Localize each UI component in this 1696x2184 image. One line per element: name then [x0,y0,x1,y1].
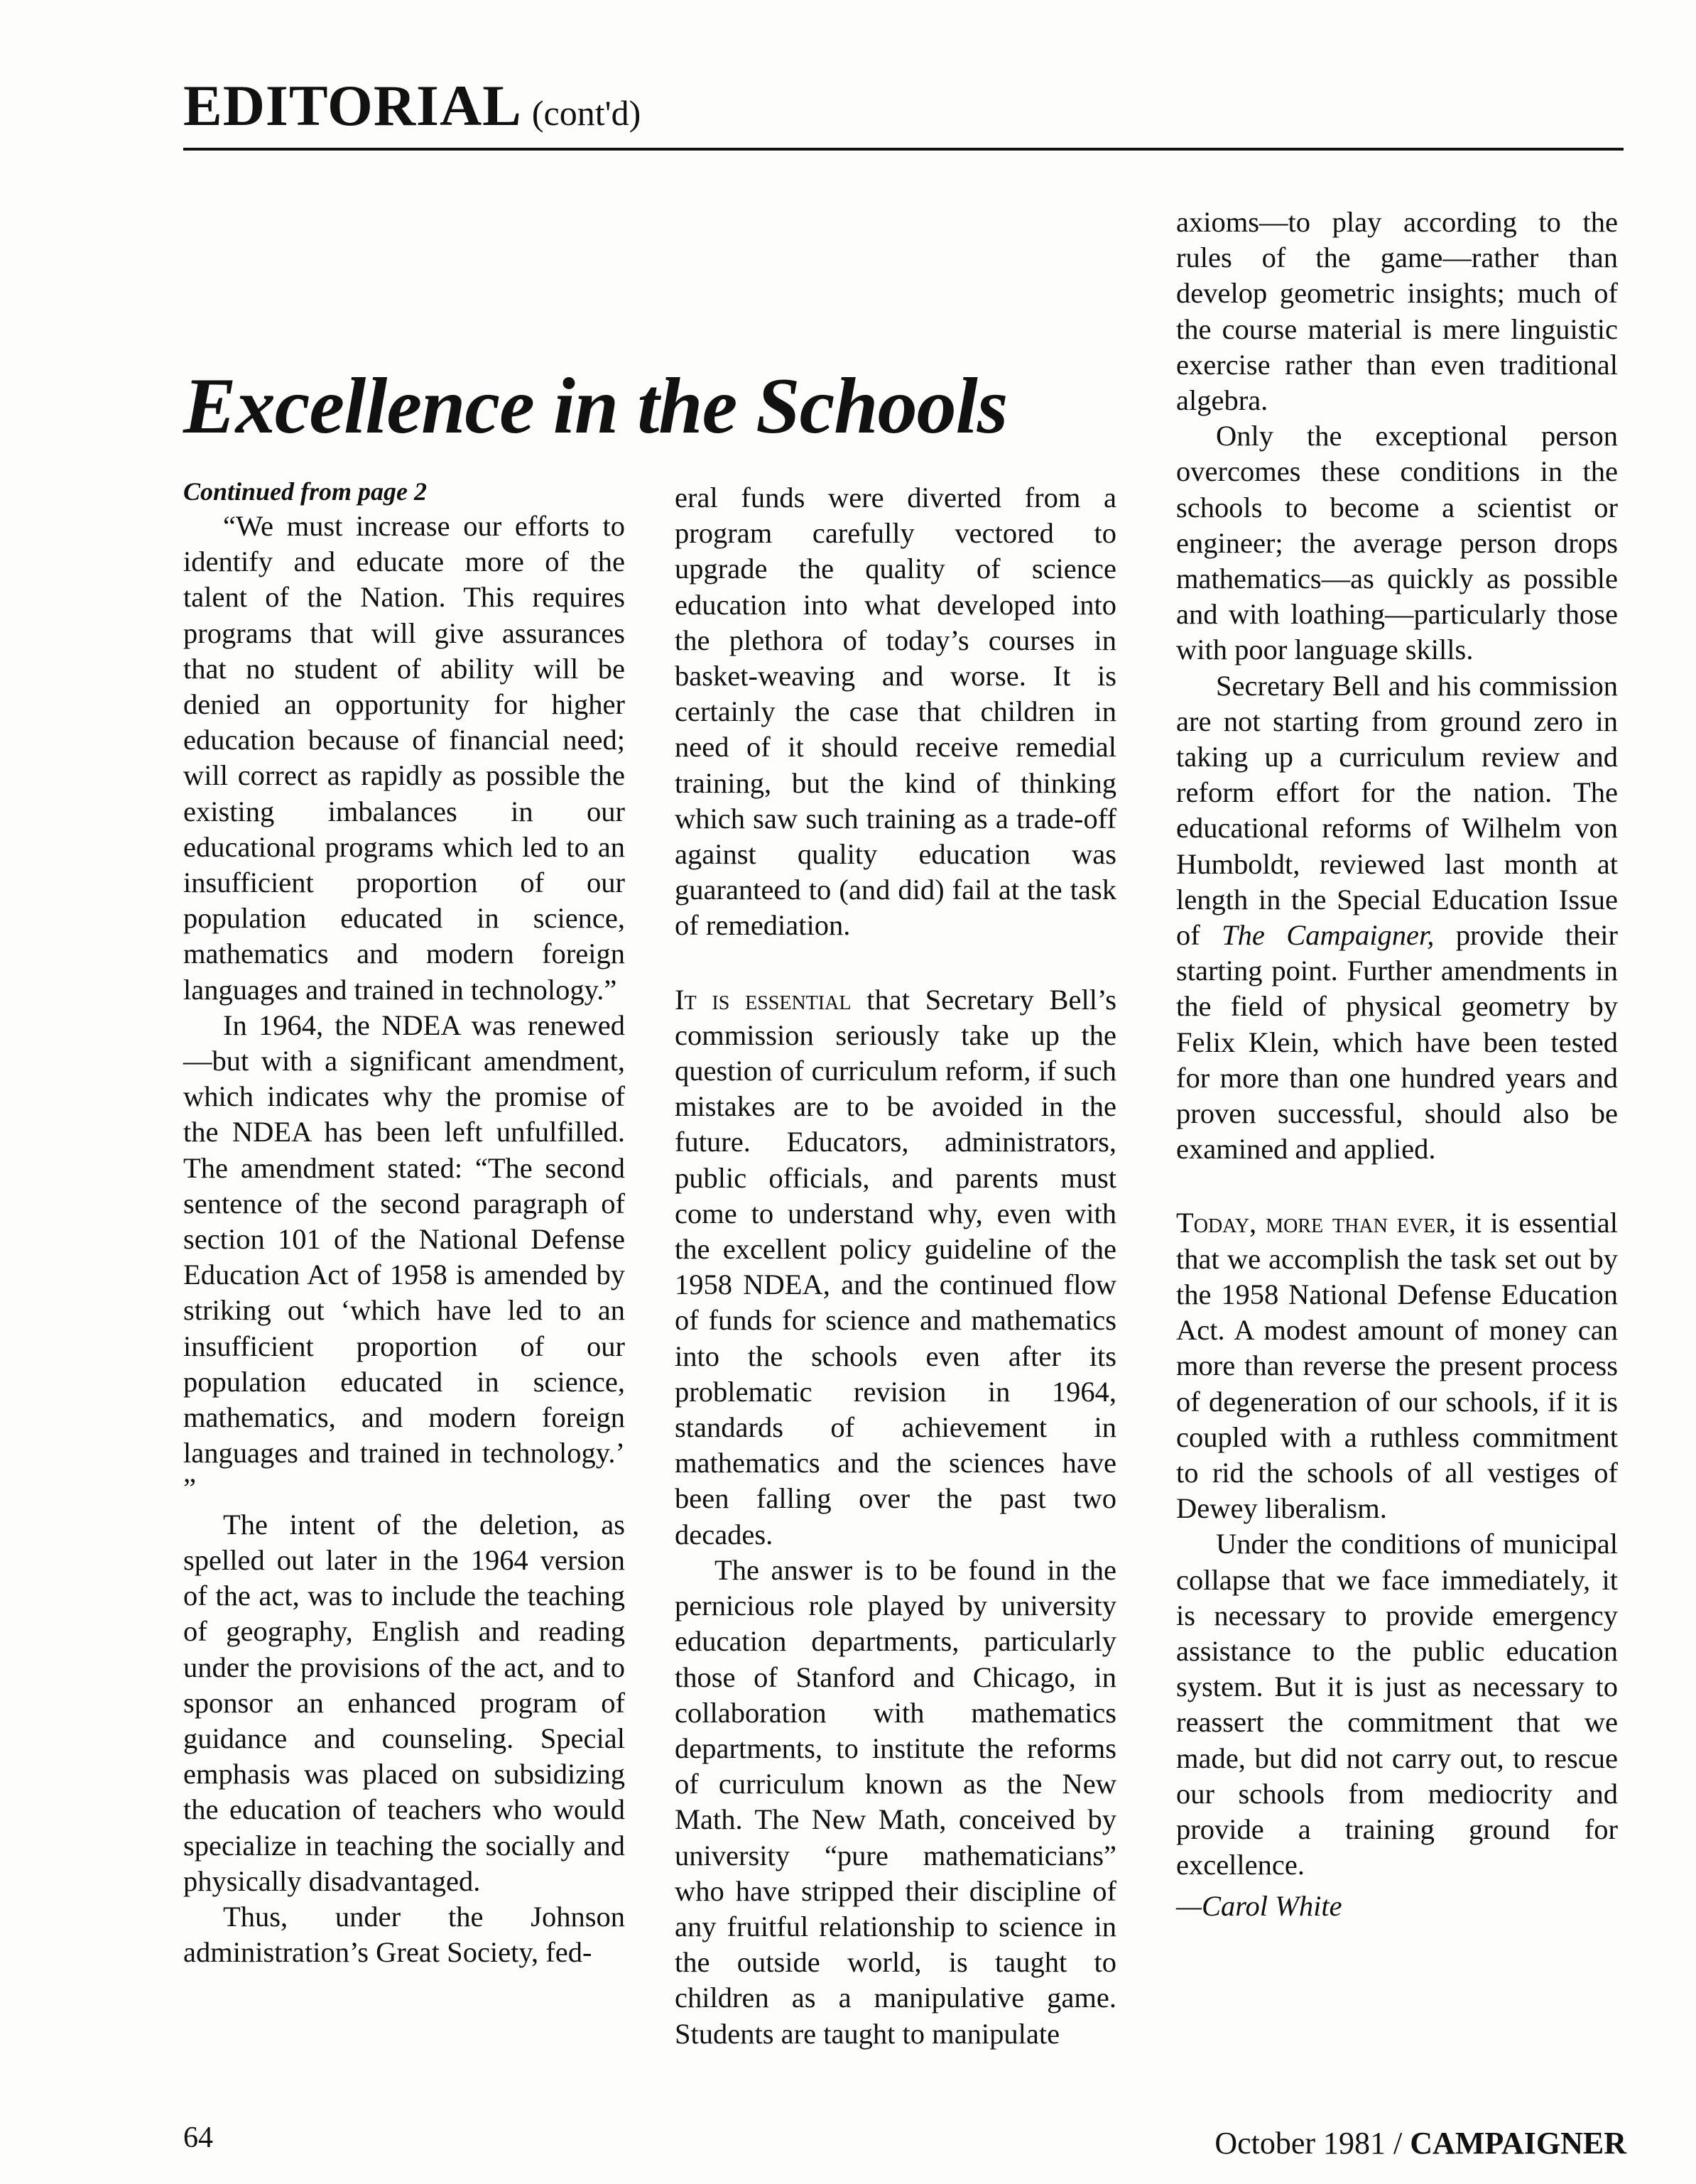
paragraph: The intent of the deletion, as spelled out later in the 1964 version of the act, was to include the teaching of geography, English and reading under the provisions of the act, and to sponsor an enhanced program of guidance and counseling. Special emphasis was placed on subsidizing the education of teachers who would specialize in teaching the socially and physically disadvantaged. [183,1508,625,1897]
paragraph: “We must increase our efforts to identify and educate more of the talent of the Nation. This requires programs that will give assurances that no student of ability will be denied an opportunity for higher education because of financial need; will correct as rapidly as possible the existing imbalances in our educational programs which led to an insufficient proportion of our population educated in science, mathematics and modern foreign languages and trained in technology.” [183,510,625,1006]
paragraph: Secretary Bell and his commission are not starting from ground zero in taking up a curriculum review and reform effort for the nation. The educational reforms of Wilhelm von Humboldt, reviewed last month at length in the Special Education Issue of The Campaigner, provide their starting point. Further amendments in the field of physical geometry by Felix Klein, which have been tested for more than one hundred years and proven successful, should also be examined and applied. [1176,669,1618,1166]
column-3 [1176,205,1618,1925]
paragraph: Today, more than ever, it is essential that we accomplish the task set out by the 1958 National Defense Education Act. A modest amount of money can more than reverse the present process of degeneration of our schools, if it is coupled with a ruthless commitment to rid the schools of all vestiges of Dewey liberalism. [1176,1207,1618,1525]
header-rule [183,148,1624,151]
paragraph: Only the exceptional person overcomes these conditions in the schools to become a scientist or engineer; the average person drops mathematics—as quickly as possible and with loathing—particularly those with poor language skills. [1176,420,1618,666]
section-header [183,72,641,139]
paragraph: In 1964, the NDEA was renewed—but with a significant amendment, which indicates why the promise of the NDEA has been left unfulfilled. The amendment stated: “The second sentence of the second paragraph of section 101 of the National Defense Education Act of 1958 is amended by striking out ‘which have led to an insufficient proportion of our population educated in science, mathematics, and modern foreign languages and trained in technology.’ ” [183,1009,625,1505]
paragraph: Under the conditions of municipal collapse that we face immediately, it is necessary to provide emergency assistance to the public education system. But it is just as necessary to reassert the commitment that we made, but did not carry out, to rescue our schools from mediocrity and provide a training ground for excellence. [1176,1528,1618,1881]
paragraph: eral funds were diverted from a program carefully vectored to upgrade the quality of science education into what developed into the plethora of today’s courses in basket-weaving and worse. It is certainly the case that children in need of it should receive remedial training, but the kind of thinking which saw such training as a trade-off against quality education was guaranteed to (and did) fail at the task of remediation. [675,482,1116,942]
running-footer [1214,2125,1626,2161]
publication-name: The Campaigner, [1222,919,1435,952]
column-2 [675,480,1116,2052]
paragraph: It is essential that Secretary Bell’s commission seriously take up the question of curriculum reform, if such mistakes are to be avoided in the future. Educators, administrators, public officials, and parents must come to understand why, even with the excellent policy guideline of the 1958 NDEA, and the continued flow of funds for science and mathematics into the schools even after its problematic revision in 1964, standards of achievement in mathematics and the sciences have been falling over the past two decades. [675,983,1117,1550]
paragraph: The answer is to be found in the pernicious role played by university education departments, particularly those of Stanford and Chicago, in collaboration with mathematics departments, to institute the reforms of curriculum known as the New Math. The New Math, conceived by university “pure mathematicians” who have stripped their discipline of any fruitful relationship to science in the outside world, is taught to children as a manipulative game. Students are taught to manipulate [675,1553,1116,2050]
section-label: EDITORIAL [183,73,522,138]
column-1 [183,474,625,1970]
lead-in: It is essential [675,983,852,1016]
article-title: Excellence in the Schools [183,362,1008,450]
lead-in: Today, more than ever, [1176,1207,1457,1239]
page-number: 64 [183,2121,213,2154]
paragraph: axioms—to play according to the rules of the game—rather than develop geometric insights; much of the course material is mere linguistic exercise rather than even traditional algebra. [1176,206,1618,417]
continued-label: (cont'd) [531,93,641,133]
issue-date: October 1981 / [1214,2126,1410,2161]
paragraph: Thus, under the Johnson administration’s Great Society, fed- [183,1900,625,1969]
publication-title: CAMPAIGNER [1410,2126,1626,2161]
continued-from-note: Continued from page 2 [183,477,428,506]
author-signature: —Carol White [1176,1890,1342,1923]
